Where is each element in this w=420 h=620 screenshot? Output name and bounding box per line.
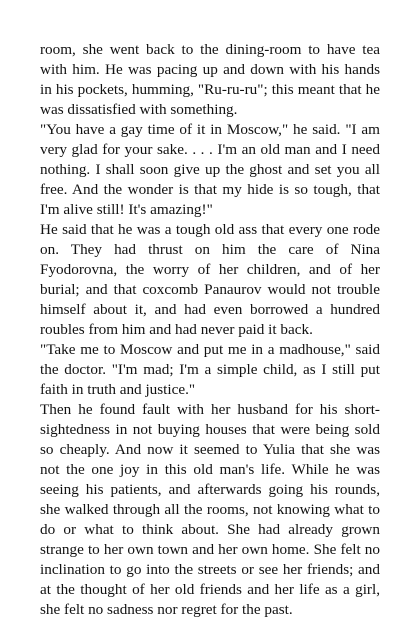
paragraph-2: "You have a gay time of it in Moscow," he said. "I am very glad for your sake. . . . I'm an old man and I need nothing. I shall soon give up the ghost and set you all free. And the wonder is that my hide is so tough, that I'm alive still! It's amazing!" [40,121,380,218]
document-page [40,40,380,620]
paragraph-4: "Take me to Moscow and put me in a madhouse," said the doctor. "I'm mad; I'm a simple child, as I still put faith in truth and justice." [40,341,380,398]
paragraph-1: room, she went back to the dining-room to have tea with him. He was pacing up and down with his hands in his pockets, humming, "Ru-ru-ru"; this meant that he was dissatisfied with something. [40,41,380,118]
paragraph-5: Then he found fault with her husband for his short-sightedness in not buying houses that were being sold so cheaply. And now it seemed to Yulia that she was not the one joy in this old man's life. While he was seeing his patients, and afterwards going his rounds, she walked through all the rooms, not knowing what to do or what to think about. She had already grown strange to her own town and her own home. She felt no inclination to go into the streets or see her friends; and at the thought of her old friends and her life as a girl, she felt no sadness nor regret for the past. [40,401,380,618]
paragraph-3: He said that he was a tough old ass that every one rode on. They had thrust on him the care of Nina Fyodorovna, the worry of her children, and of her burial; and that coxcomb Panaurov would not trouble himself about it, and had even borrowed a hundred roubles from him and had never paid it back. [40,221,380,338]
